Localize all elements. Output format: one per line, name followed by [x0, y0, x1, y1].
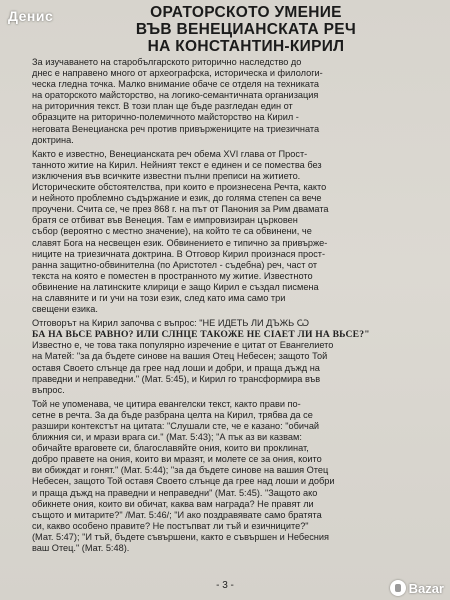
text-line: Небесен, защото Той оставя Своето слънце да грее над лоши и добри [32, 476, 335, 487]
title-line: ОРАТОРСКОТО УМЕНИЕ [150, 4, 342, 21]
text-line: танното житие на Кирил. Нейният текст е единен и се помества без [32, 159, 322, 170]
text-line: на ораторското майсторство, на логико-семантичната организация [32, 90, 319, 101]
text-line: ранна защитно-обвинителна (по Аристотел - съдебна) реч, част от [32, 259, 318, 270]
text-line: изключения във всичките известни пълни преписи на житието. [32, 170, 301, 181]
text-line: на славяните и ги учи на този език, след като има само три [32, 292, 286, 303]
text-line: Както е известно, Венецианската реч обема XVI глава от Прост- [32, 148, 308, 159]
text-line: и нейното проблемно съдържание и език, до голяма степен са вече [32, 193, 322, 204]
text-line: текста на която е поместен в пространното му житие. Известното [32, 270, 313, 281]
text-line: проучени. Счита се, че през 868 г. на път от Панония за Рим двамата [32, 204, 329, 215]
text-line: За изучаването на старобългарското риторично наследство до [32, 57, 302, 67]
text-line: същото и митарите?" /Мат. 5:46/; "И ако поздравявате само братята [32, 509, 322, 520]
text-line: сетне в речта. За да бъде разбрана целта на Кирил, трябва да се [32, 409, 313, 420]
text-line: доктрина. [32, 134, 74, 145]
text-line: праведни и неправедни." (Мат. 5:45), и Кирил го трансформира във [32, 373, 321, 384]
text-line: Той не упоменава, че цитира евангелски текст, както прави по- [32, 398, 301, 409]
text-line: и праща дъжд на праведни и неправедни" (Мат. 5:45). "Защото ако [32, 487, 318, 498]
bazar-logo-icon [390, 580, 406, 596]
text-line: на риторичния текст. В този план ще бъде разгледан един от [32, 101, 293, 112]
text-line: неговата Венецианска реч против привържениците на триезичната [32, 123, 320, 134]
text-line: ближния си, и мрази врага си." (Мат. 5:43); "А пък аз ви казвам: [32, 432, 302, 443]
text-line: си, какво особено правите? Не постъпват ли тъй и езичниците?" [32, 520, 309, 531]
text-line: славят Бога на несвещен език. Обвинението е типично за привърже- [32, 237, 328, 248]
text-line: днес е направено много от археографска, историческа и филологи- [32, 68, 323, 79]
text-line: добро правете на ония, които ви мразят, и молете се за ония, които [32, 454, 322, 465]
text-line: ви обиждат и гонят." (Мат. 5:44); "за да бъдете синове на вашия Отец [32, 465, 329, 476]
watermark-seller-name: Денис [8, 8, 54, 24]
text-line: ниците на триезичната доктрина. В Отговор Кирил произнася прост- [32, 248, 326, 259]
text-line: братя се отбиват във Венеция. Там е импровизиран църковен [32, 215, 298, 226]
title-line: НА КОНСТАНТИН-КИРИЛ [147, 38, 345, 55]
page-title [60, 4, 432, 55]
text-line: оставя Своето слънце да грее над лоши и добри, и праща дъжд на [32, 362, 320, 373]
text-line: ваш Отец." (Мат. 5:48). [32, 543, 130, 554]
text-line: въпрос. [32, 384, 65, 395]
text-line: ческа гледна точка. Малко внимание обаче се отделя на техниката [32, 79, 320, 90]
text-line: разшири контекстът на цитата: "Слушали сте, че е казано: "обичай [32, 421, 320, 431]
text-line: обвинение на латинските клирици е защо Кирил е създал писмена [32, 281, 319, 292]
text-line: обичайте враговете си, благославяйте ония, които ви проклинат, [32, 443, 309, 454]
page-number: - 3 - [216, 580, 234, 591]
body-text [32, 57, 434, 554]
watermark-bazar [390, 580, 444, 596]
text-line: БА НА ВЬСЕ РАВНО? ИЛИ СЛНЦЕ ТАКОЖЕ НЕ СІАЕТ ЛИ НА ВЬСЕ?" [32, 329, 370, 341]
watermark-bazar-text: Bazar [408, 580, 444, 596]
text-line: Историческите обстоятелства, при които е произнесена Речта, както [32, 182, 327, 193]
text-line: (Мат. 5:47); "И тъй, бъдете съвършени, както е съвършен и Небесния [32, 531, 329, 542]
text-line: Отговорът на Кирил започва с въпрос: "НЕ ИДЕТЬ ЛИ ДЪЖЬ Ѡ [32, 318, 310, 329]
text-line: на Матей: "за да бъдете синове на вашия Отец Небесен; защото Той [32, 351, 328, 362]
text-line: Известно е, че това така популярно изречение е цитат от Евангелието [32, 340, 334, 351]
text-line: обикнете ония, които ви обичат, каква вам награда? Не правят ли [32, 498, 314, 509]
text-line: образците на риторично-полемичното майсторство на Кирил - [32, 112, 299, 123]
title-line: ВЪВ ВЕНЕЦИАНСКАТА РЕЧ [135, 21, 357, 38]
text-line: свещени езика. [32, 304, 98, 315]
text-line: събор (вероятно с местно значение), на който те са обвинени, че [32, 226, 312, 237]
